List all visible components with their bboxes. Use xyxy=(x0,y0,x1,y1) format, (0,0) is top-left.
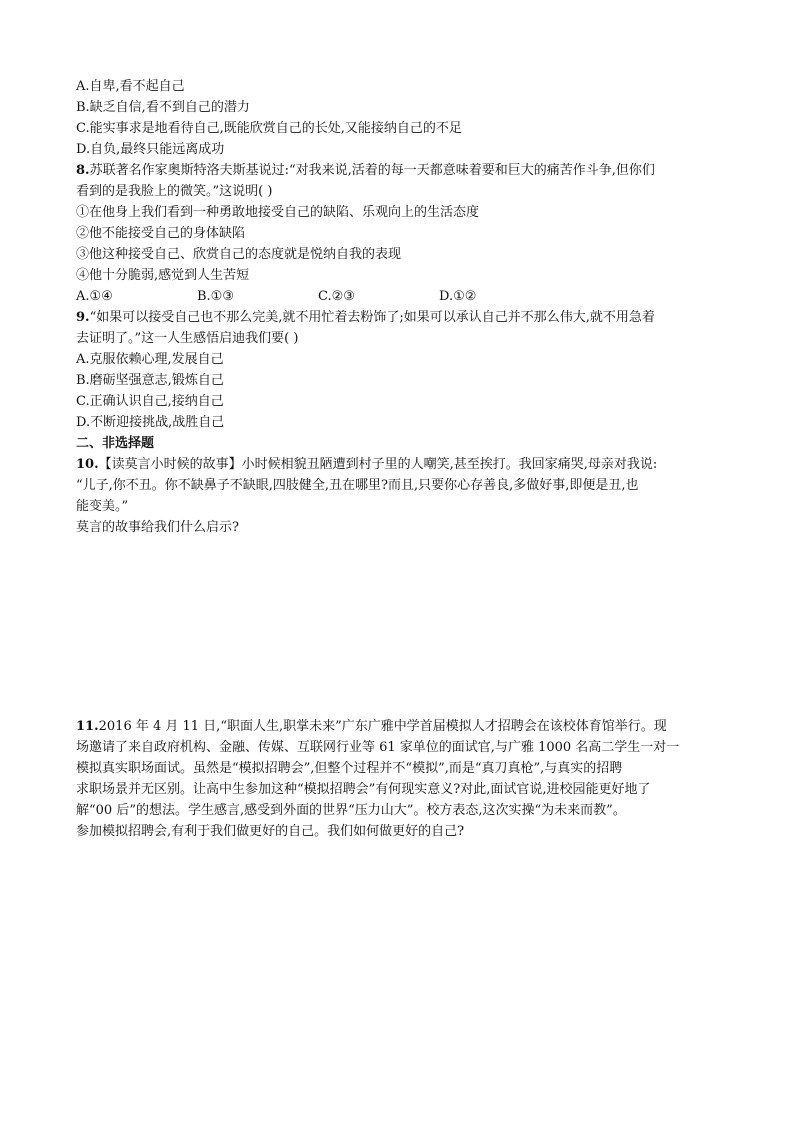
q9-option-a: A.克服依赖心理,发展自己 xyxy=(76,352,224,367)
q8-option-c: C.②③ xyxy=(318,289,355,304)
q9-stem-line1 xyxy=(76,307,726,328)
q7-option-c: C.能实事求是地看待自己,既能欣赏自己的长处,又能接纳自己的不足 xyxy=(76,121,462,136)
q8-options xyxy=(76,286,726,307)
q8-statement-4: ④他十分脆弱,感觉到人生苦短 xyxy=(76,268,250,283)
q10-stem-text: 【读莫言小时候的故事】小时候相貌丑陋遭到村子里的人嘲笑,甚至挨打。我回家痛哭,母亲对我说: xyxy=(98,457,658,472)
q9-number: 9. xyxy=(76,310,90,325)
q11-stem-line2: 场邀请了来自政府机构、金融、传媒、互联网行业等 61 家单位的面试官,与广雅 1000 名高二学生一对一 xyxy=(76,740,680,755)
q10-stem-line3: 能变美。” xyxy=(76,499,129,514)
q10-answer-space xyxy=(76,538,726,716)
section-heading-non-choice: 二、非选择题 xyxy=(76,436,155,451)
q9-option-b: B.磨砺坚强意志,锻炼自己 xyxy=(76,373,224,388)
q8-option-d: D.①② xyxy=(439,289,477,304)
q8-statement-2: ②他不能接受自己的身体缺陷 xyxy=(76,226,246,241)
q7-option-d: D.自负,最终只能远离成功 xyxy=(76,142,225,157)
q10-number: 10. xyxy=(76,457,99,472)
q8-stem-line1 xyxy=(76,160,726,181)
q11-stem-text: 2016 年 4 月 11 日,“职面人生,职掌未来”广东广雅中学首届模拟人才招聘会在该校体育馆举行。现 xyxy=(98,719,667,734)
q11-stem-line4: 求职场景并无区别。让高中生参加这种“模拟招聘会”有何现实意义?对此,面试官说,进校园能更好地了 xyxy=(76,782,651,797)
q8-number: 8. xyxy=(76,163,90,178)
q8-option-a: A.①④ xyxy=(76,289,113,304)
q9-stem-text: “如果可以接受自己也不那么完美,就不用忙着去粉饰了;如果可以承认自己并不那么伟大,就不用急着 xyxy=(89,310,655,325)
q10-stem-line2: “儿子,你不丑。你不缺鼻子不缺眼,四肢健全,丑在哪里?而且,只要你心存善良,多做好事,即便是丑,也 xyxy=(76,478,639,493)
q11-stem-line1 xyxy=(76,716,726,737)
q11-stem-line5: 解“00 后”的想法。学生感言,感受到外面的世界“压力山大”。校方表态,这次实操“为未来而教”。 xyxy=(76,803,626,818)
q8-stem-text: 苏联著名作家奥斯特洛夫斯基说过:“对我来说,活着的每一天都意味着要和巨大的痛苦作斗争,但你们 xyxy=(89,163,655,178)
q10-question: 莫言的故事给我们什么启示? xyxy=(76,520,239,535)
q8-stem-line2: 看到的是我脸上的微笑。”这说明( ) xyxy=(76,184,273,199)
worksheet-content xyxy=(76,76,726,842)
q10-stem-line1 xyxy=(76,454,726,475)
q9-stem-line2: 去证明了。”这一人生感悟启迪我们要( ) xyxy=(76,331,299,346)
q9-option-d: D.不断迎接挑战,战胜自己 xyxy=(76,415,225,430)
q11-stem-line3: 模拟真实职场面试。虽然是“模拟招聘会”,但整个过程并不“模拟”,而是“真刀真枪”,与真实的招聘 xyxy=(76,761,623,776)
q11-question: 参加模拟招聘会,有利于我们做更好的自己。我们如何做更好的自己? xyxy=(76,824,465,839)
q8-statement-3: ③他这种接受自己、欣赏自己的态度就是悦纳自我的表现 xyxy=(76,247,402,262)
q8-statement-1: ①在他身上我们看到一种勇敢地接受自己的缺陷、乐观向上的生活态度 xyxy=(76,205,480,220)
q11-number: 11. xyxy=(76,719,99,734)
q7-option-b: B.缺乏自信,看不到自己的潜力 xyxy=(76,100,250,115)
q9-option-c: C.正确认识自己,接纳自己 xyxy=(76,394,224,409)
q7-option-a: A.自卑,看不起自己 xyxy=(76,79,185,94)
q8-option-b: B.①③ xyxy=(197,289,234,304)
